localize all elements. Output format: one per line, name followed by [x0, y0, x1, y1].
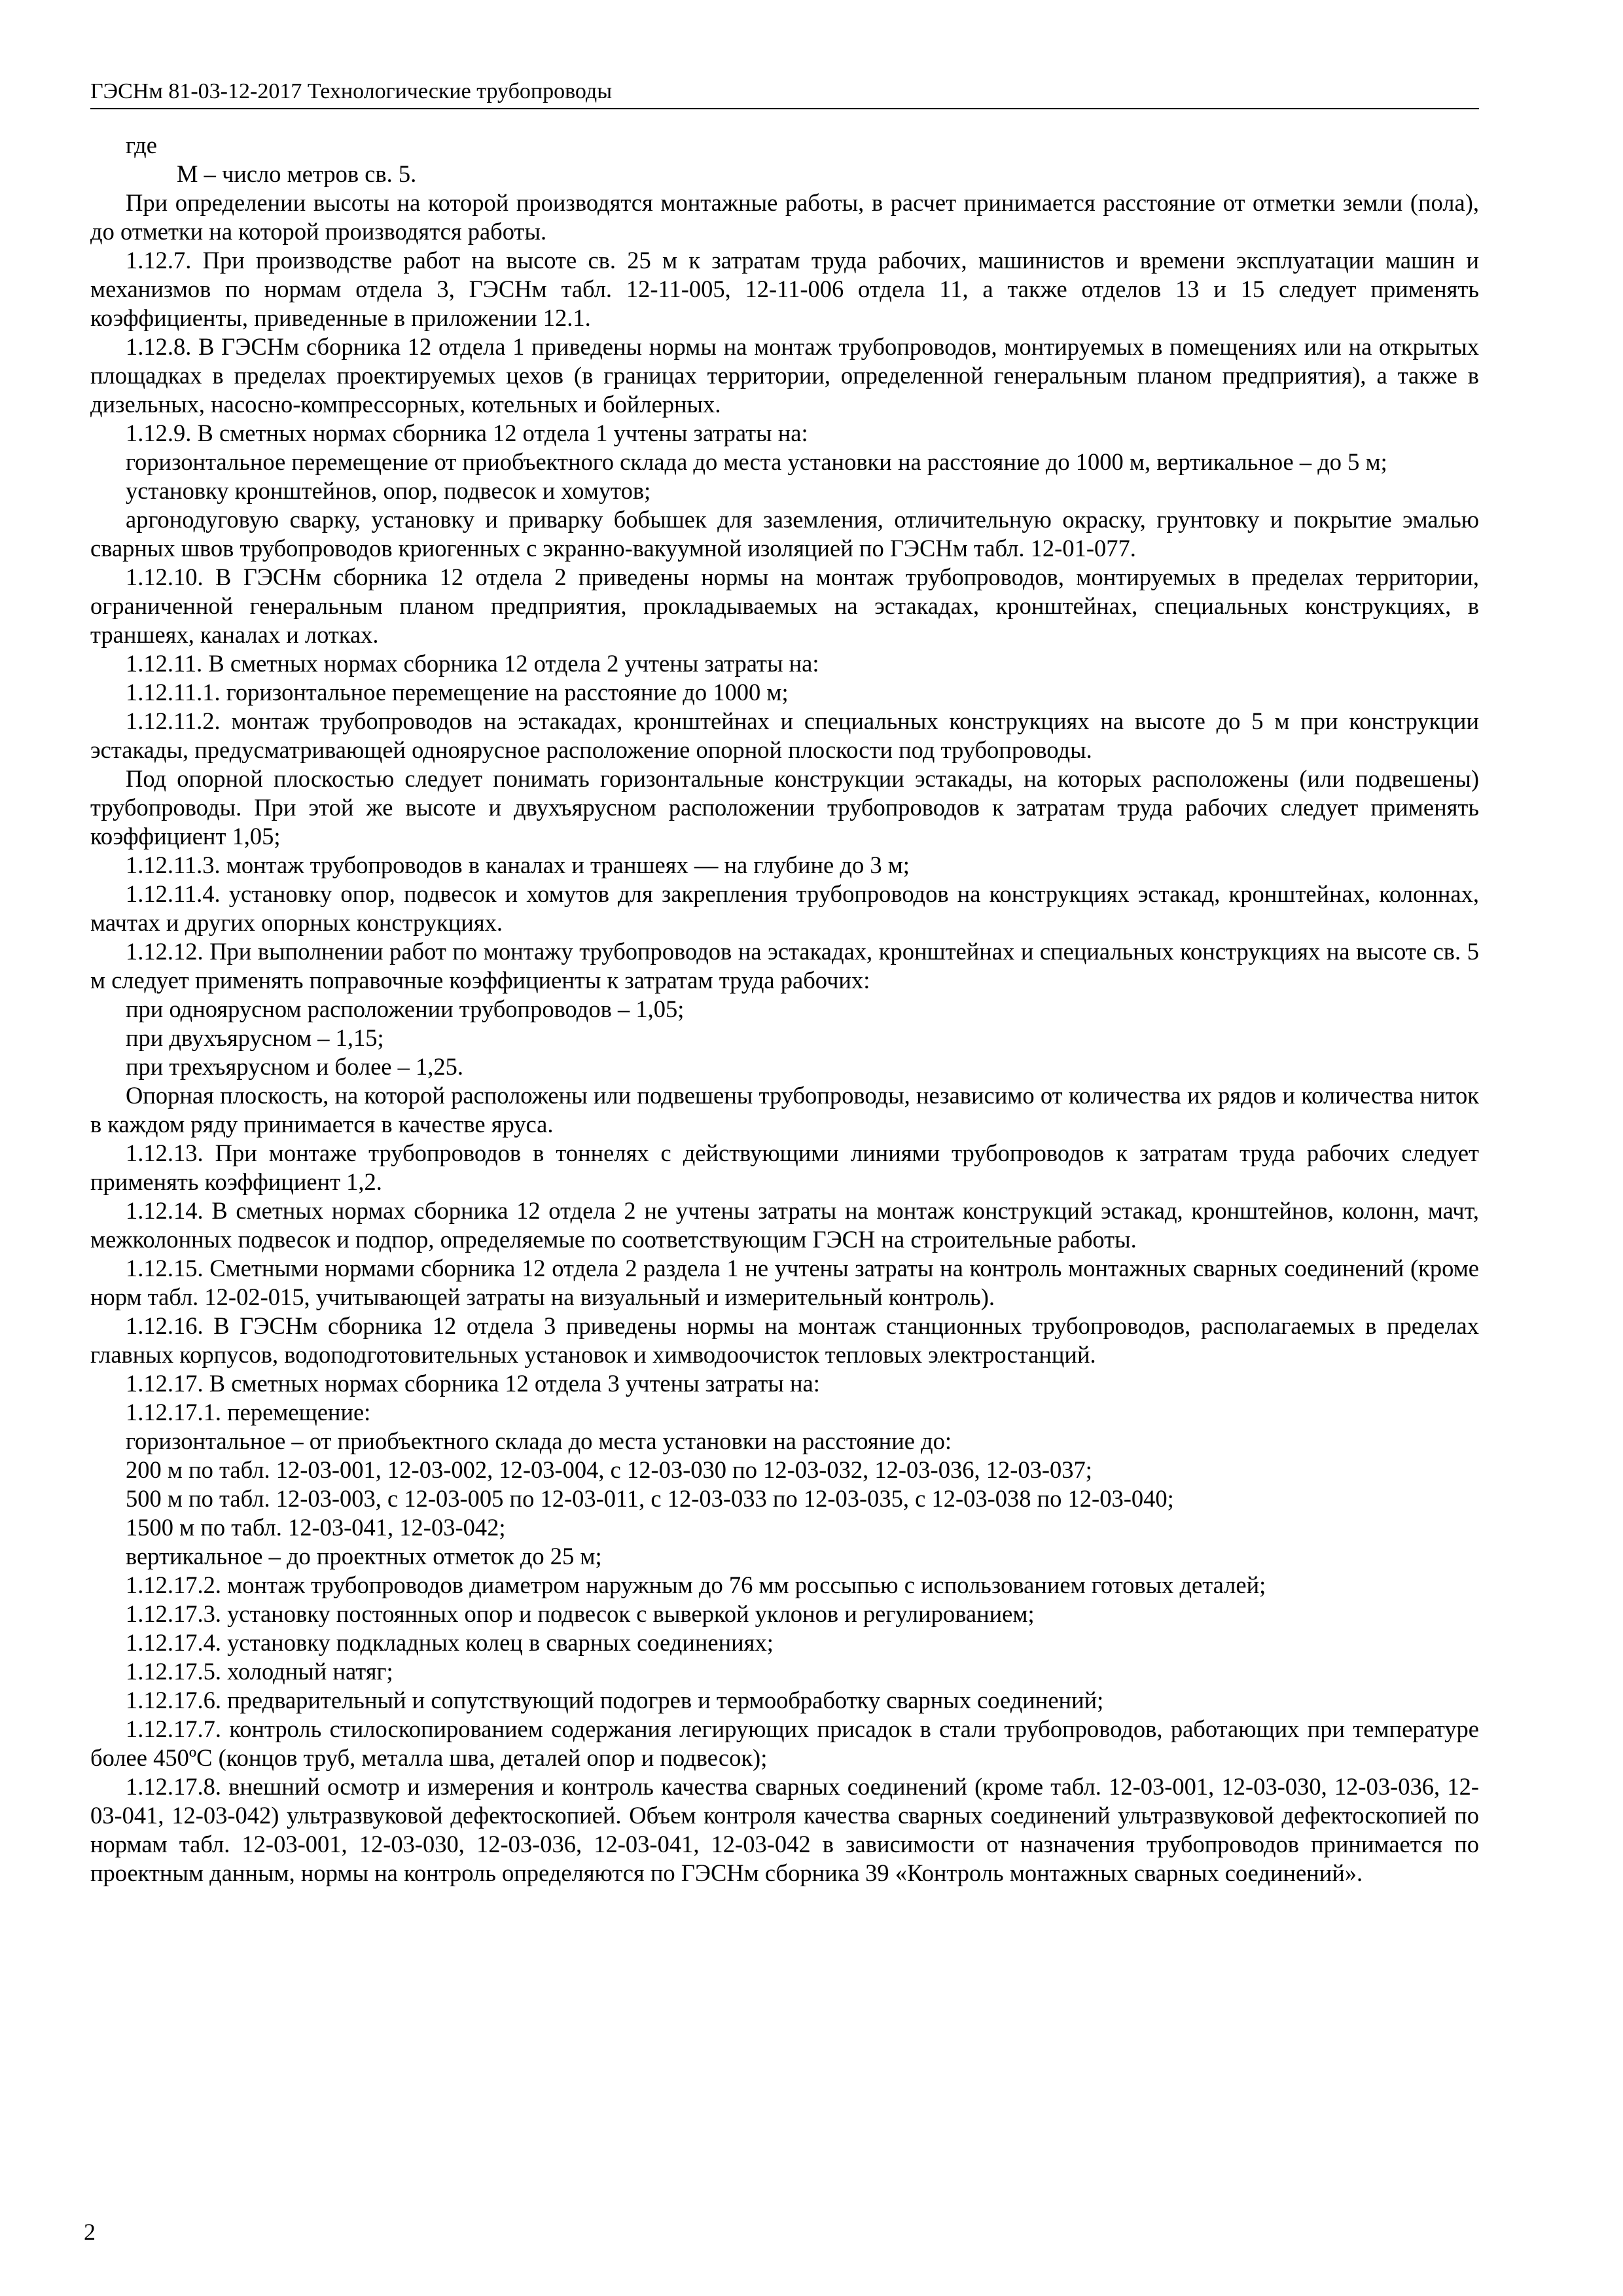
running-header: ГЭСНм 81-03-12-2017 Технологические трубопроводы [90, 79, 613, 103]
paragraph: 500 м по табл. 12-03-003, с 12-03-005 по 12-03-011, с 12-03-033 по 12-03-035, с 12-03-038 по 12-03-040; [126, 1485, 1174, 1512]
paragraph: 1.12.17.4. установку подкладных колец в сварных соединениях; [126, 1629, 774, 1656]
paragraph: горизонтальное перемещение от приобъектного склада до места установки на расстояние до 1000 м, вертикальное – до 5 м; [126, 448, 1387, 475]
paragraph: При определении высоты на которой производятся монтажные работы, в расчет принимается расстояние от отметки земли (пола), до отметки на которой производятся работы. [90, 189, 1479, 245]
paragraph: 1.12.17.3. установку постоянных опор и подвесок с выверкой уклонов и регулированием; [126, 1600, 1035, 1627]
paragraph: 1.12.8. В ГЭСНм сборника 12 отдела 1 приведены нормы на монтаж трубопроводов, монтируемых в помещениях или на открытых площадках в пределах проектируемых цехов (в границах территории, определенной генеральным планом предприятия), а также в дизельных, насосно-компрессорных, котельных и бойлерных. [90, 333, 1479, 418]
paragraph: 1.12.15. Сметными нормами сборника 12 отдела 2 раздела 1 не учтены затраты на контроль монтажных сварных соединений (кроме норм табл. 12-02-015, учитывающей затраты на визуальный и измерительный контроль). [90, 1255, 1479, 1310]
paragraph: 1.12.17.2. монтаж трубопроводов диаметром наружным до 76 мм россыпью с использованием готовых деталей; [126, 1571, 1266, 1598]
paragraph: М – число метров св. 5. [177, 160, 417, 187]
paragraph: 200 м по табл. 12-03-001, 12-03-002, 12-03-004, с 12-03-030 по 12-03-032, 12-03-036, 12-03-037; [126, 1456, 1092, 1483]
paragraph: где [126, 132, 157, 158]
paragraph: горизонтальное – от приобъектного склада до места установки на расстояние до: [126, 1427, 952, 1454]
paragraph: 1.12.17.6. предварительный и сопутствующий подогрев и термообработку сварных соединений; [126, 1687, 1104, 1713]
paragraph: Под опорной плоскостью следует понимать горизонтальные конструкции эстакады, на которых расположены (или подвешены) трубопроводы. При этой же высоте и двухъярусном расположении трубопроводов к затратам труда рабочих следует применять коэффициент 1,05; [90, 765, 1479, 850]
paragraph: 1.12.7. При производстве работ на высоте св. 25 м к затратам труда рабочих, машинистов и времени эксплуатации машин и механизмов по нормам отдела 3, ГЭСНм табл. 12-11-005, 12-11-006 отдела 11, а также отделов 13 и 15 следует применять коэффициенты, приведенные в приложении 12.1. [90, 247, 1479, 331]
paragraph: Опорная плоскость, на которой расположены или подвешены трубопроводы, независимо от количества их рядов и количества ниток в каждом ряду принимается в качестве яруса. [90, 1082, 1479, 1138]
paragraph: аргонодуговую сварку, установку и приварку бобышек для заземления, отличительную окраску, грунтовку и покрытие эмалью сварных швов трубопроводов криогенных с экранно-вакуумной изоляцией по ГЭСНм табл. 12-01-077. [90, 506, 1479, 562]
paragraph: установку кронштейнов, опор, подвесок и хомутов; [126, 477, 651, 504]
paragraph: 1.12.11.2. монтаж трубопроводов на эстакадах, кронштейнах и специальных конструкциях на высоте до 5 м при конструкции эстакады, предусматривающей одноярусное расположение опорной плоскости под трубопроводы. [90, 708, 1479, 763]
paragraph: 1.12.12. При выполнении работ по монтажу трубопроводов на эстакадах, кронштейнах и специальных конструкциях на высоте св. 5 м следует применять поправочные коэффициенты к затратам труда рабочих: [90, 938, 1479, 994]
paragraph: 1500 м по табл. 12-03-041, 12-03-042; [126, 1514, 506, 1541]
paragraph: при одноярусном расположении трубопроводов – 1,05; [126, 996, 685, 1022]
paragraph: 1.12.16. В ГЭСНм сборника 12 отдела 3 приведены нормы на монтаж станционных трубопроводов, располагаемых в пределах главных корпусов, водоподготовительных установок и химводоочисток тепловых электростанций. [90, 1312, 1479, 1368]
page-number: 2 [84, 2219, 96, 2245]
paragraph: 1.12.17. В сметных нормах сборника 12 отдела 3 учтены затраты на: [126, 1370, 820, 1397]
paragraph: при трехъярусном и более – 1,25. [126, 1053, 463, 1080]
paragraph: 1.12.11. В сметных нормах сборника 12 отдела 2 учтены затраты на: [126, 650, 819, 677]
header-divider [90, 108, 1479, 109]
paragraph: вертикальное – до проектных отметок до 25 м; [126, 1543, 602, 1570]
paragraph: 1.12.14. В сметных нормах сборника 12 отдела 2 не учтены затраты на монтаж конструкций эстакад, кронштейнов, колонн, мачт, межколонных подвесок и подпор, определяемые по соответствующим ГЭСН на строительные работы. [90, 1197, 1479, 1253]
paragraph: 1.12.13. При монтаже трубопроводов в тоннелях с действующими линиями трубопроводов к затратам труда рабочих следует применять коэффициент 1,2. [90, 1139, 1479, 1195]
paragraph: 1.12.11.3. монтаж трубопроводов в каналах и траншеях — на глубине до 3 м; [126, 852, 910, 878]
paragraph: при двухъярусном – 1,15; [126, 1024, 384, 1051]
paragraph: 1.12.11.1. горизонтальное перемещение на расстояние до 1000 м; [126, 679, 789, 706]
paragraph: 1.12.10. В ГЭСНм сборника 12 отдела 2 приведены нормы на монтаж трубопроводов, монтируемых в пределах территории, ограниченной генеральным планом предприятия, прокладываемых на эстакадах, кронштейнах, специальных конструкциях, в траншеях, каналах и лотках. [90, 564, 1479, 648]
paragraph: 1.12.17.7. контроль стилоскопированием содержания легирующих присадок в стали трубопроводов, работающих при температуре более 450ºС (концов труб, металла шва, деталей опор и подвесок); [90, 1715, 1479, 1771]
paragraph: 1.12.17.8. внешний осмотр и измерения и контроль качества сварных соединений (кроме табл. 12-03-001, 12-03-030, 12-03-036, 12-03-041, 12-03-042) ультразвуковой дефектоскопией. Объем контроля качества сварных соединений ультразвуковой дефектоскопией по нормам табл. 12-03-001, 12-03-030, 12-03-036, 12-03-041, 12-03-042 в зависимости от назначения трубопроводов принимается по проектным данным, нормы на контроль определяются по ГЭСНм сборника 39 «Контроль монтажных сварных соединений». [90, 1773, 1479, 1886]
paragraph: 1.12.17.1. перемещение: [126, 1399, 371, 1426]
paragraph: 1.12.17.5. холодный натяг; [126, 1658, 393, 1685]
paragraph: 1.12.9. В сметных нормах сборника 12 отдела 1 учтены затраты на: [126, 420, 808, 446]
paragraph: 1.12.11.4. установку опор, подвесок и хомутов для закрепления трубопроводов на конструкциях эстакад, кронштейнах, колоннах, мачтах и других опорных конструкциях. [90, 880, 1479, 936]
document-body [90, 131, 1479, 1888]
